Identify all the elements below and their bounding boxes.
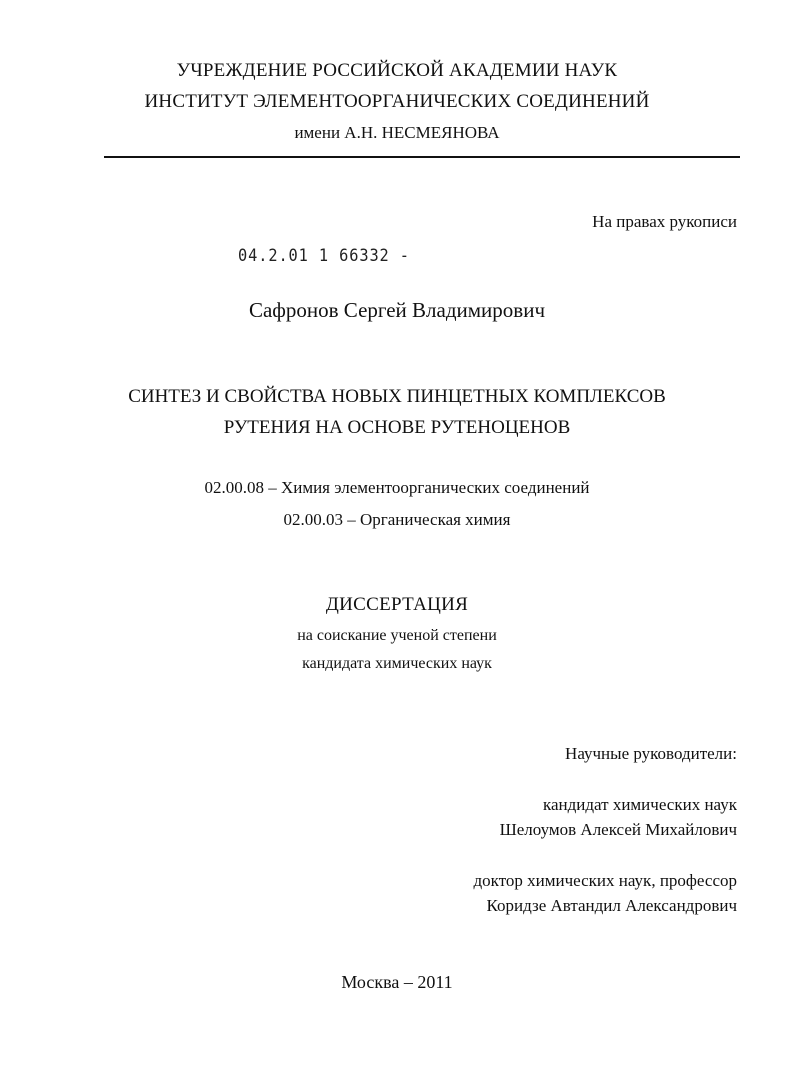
registration-stamp: 04.2.01 1 66332 - — [238, 246, 410, 266]
header-divider — [104, 156, 740, 158]
dissertation-line-1: на соискание ученой степени — [297, 627, 497, 644]
specialty-1: 02.00.08 – Химия элементоорганических соединений — [204, 478, 590, 497]
city-year: Москва – 2011 — [341, 972, 453, 992]
specialty-2: 02.00.03 – Органическая химия — [283, 510, 511, 529]
title-line-1: СИНТЕЗ И СВОЙСТВА НОВЫХ ПИНЦЕТНЫХ КОМПЛЕКСОВ — [128, 386, 666, 407]
title-line-2: РУТЕНИЯ НА ОСНОВЕ РУТЕНОЦЕНОВ — [223, 417, 571, 438]
supervisor-1-degree: кандидат химических наук — [543, 795, 737, 814]
supervisor-2-name: Коридзе Автандил Александрович — [486, 896, 737, 915]
institution-line-1: УЧРЕЖДЕНИЕ РОССИЙСКОЙ АКАДЕМИИ НАУК — [176, 60, 618, 81]
institution-line-3: имени А.Н. НЕСМЕЯНОВА — [294, 123, 500, 142]
supervisors-heading: Научные руководители: — [565, 744, 737, 763]
dissertation-line-2: кандидата химических наук — [302, 655, 492, 672]
supervisor-2-degree: доктор химических наук, профессор — [473, 871, 737, 890]
institution-line-2: ИНСТИТУТ ЭЛЕМЕНТООРГАНИЧЕСКИХ СОЕДИНЕНИЙ — [144, 91, 650, 112]
dissertation-heading: ДИССЕРТАЦИЯ — [325, 594, 469, 615]
author-name: Сафронов Сергей Владимирович — [248, 298, 546, 322]
rights-note: На правах рукописи — [592, 212, 737, 231]
supervisor-1-name: Шелоумов Алексей Михайлович — [499, 820, 737, 839]
